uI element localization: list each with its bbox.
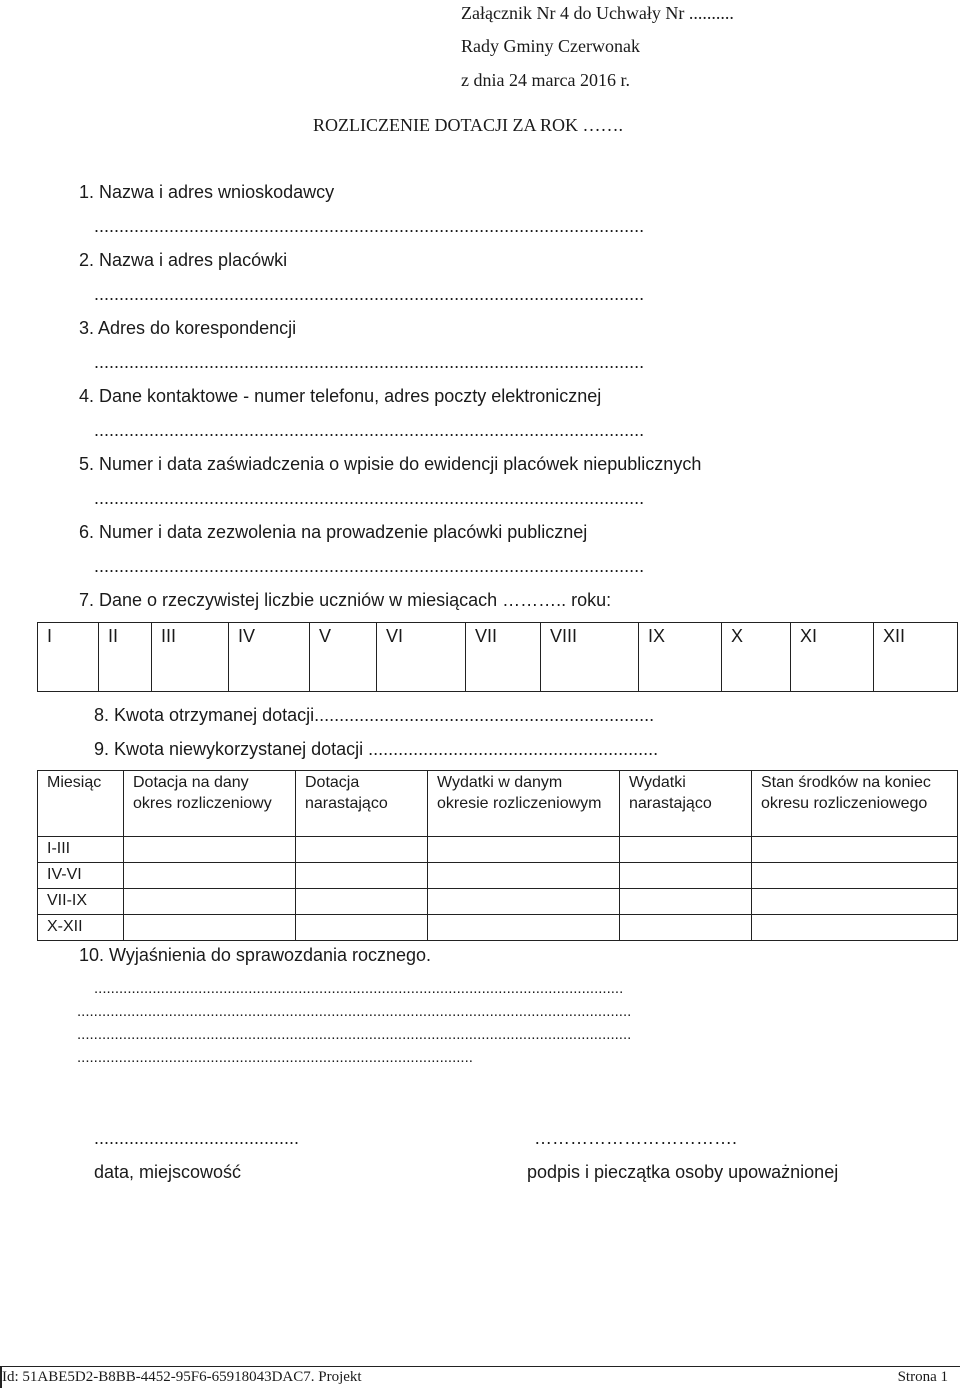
month-cell[interactable]: I: [38, 623, 99, 692]
value-cell[interactable]: [428, 915, 620, 941]
table-row: [38, 915, 958, 941]
row-label: X-XII: [38, 915, 124, 941]
item-student-count: 7. Dane o rzeczywistej liczbie uczniów w miesiącach ……….. roku:: [79, 590, 612, 610]
council-name: Rady Gminy Czerwonak: [461, 36, 640, 56]
fill-line-certificate[interactable]: ..............................................................................................................: [94, 488, 645, 508]
value-cell[interactable]: [428, 837, 620, 863]
row-label: I-III: [38, 837, 124, 863]
fill-line-explanation-4[interactable]: ...............................................................................................: [77, 1049, 473, 1066]
value-cell[interactable]: [752, 915, 958, 941]
table-row: [38, 889, 958, 915]
table-row: [38, 837, 958, 863]
fill-line-contact[interactable]: ..............................................................................................................: [94, 420, 645, 440]
value-cell[interactable]: [296, 863, 428, 889]
header-period-expenses: Wydatki w danym okresie rozliczeniowym: [428, 771, 620, 837]
table-row: [38, 863, 958, 889]
month-cell[interactable]: VI: [377, 623, 466, 692]
item-registration-certificate: 5. Numer i data zaświadczenia o wpisie do ewidencji placówek niepublicznych: [79, 454, 702, 474]
header-cumulative-expenses: Wydatki narastająco: [620, 771, 752, 837]
settlement-table: [37, 770, 958, 941]
value-cell[interactable]: [124, 863, 296, 889]
fill-line-correspondence[interactable]: ..............................................................................................................: [94, 352, 645, 372]
document-id: Id: 51ABE5D2-B8BB-4452-95F6-65918043DAC7. Projekt: [2, 1369, 362, 1385]
header-end-balance: Stan środków na koniec okresu rozliczeniowego: [752, 771, 958, 837]
month-cell[interactable]: VIII: [541, 623, 639, 692]
months-header-row: [38, 623, 958, 692]
item-correspondence-address: 3. Adres do korespondencji: [79, 318, 297, 338]
fill-line-applicant[interactable]: ..............................................................................................................: [94, 216, 645, 236]
month-cell[interactable]: IX: [639, 623, 722, 692]
month-cell[interactable]: IV: [229, 623, 310, 692]
value-cell[interactable]: [620, 837, 752, 863]
item-received-grant: 8. Kwota otrzymanej dotacji....................................................................: [94, 705, 655, 725]
date-place-label: data, miejscowość: [94, 1162, 242, 1182]
fill-line-explanation-3[interactable]: .....................................................................................................................................: [77, 1026, 632, 1043]
header-cumulative-grant: Dotacja narastająco: [296, 771, 428, 837]
settlement-header-row: [38, 771, 958, 837]
month-cell[interactable]: V: [310, 623, 377, 692]
header-period-grant: Dotacja na dany okres rozliczeniowy: [124, 771, 296, 837]
value-cell[interactable]: [296, 889, 428, 915]
value-cell[interactable]: [620, 889, 752, 915]
month-cell[interactable]: X: [722, 623, 791, 692]
item-unused-grant: 9. Kwota niewykorzystanej dotacji ..........................................................: [94, 739, 659, 759]
item-explanations: 10. Wyjaśnienia do sprawozdania rocznego.: [79, 945, 432, 965]
page-footer: [0, 1366, 960, 1387]
month-cell[interactable]: VII: [466, 623, 541, 692]
document-title: ROZLICZENIE DOTACJI ZA ROK …….: [313, 115, 624, 135]
value-cell[interactable]: [124, 915, 296, 941]
value-cell[interactable]: [620, 915, 752, 941]
value-cell[interactable]: [296, 837, 428, 863]
fill-line-permit[interactable]: ..............................................................................................................: [94, 556, 645, 576]
value-cell[interactable]: [428, 863, 620, 889]
month-cell[interactable]: XII: [874, 623, 958, 692]
months-table: [37, 622, 958, 692]
value-cell[interactable]: [124, 889, 296, 915]
annex-reference: Załącznik Nr 4 do Uchwały Nr ..........: [461, 3, 734, 23]
month-cell[interactable]: III: [152, 623, 229, 692]
item-permit: 6. Numer i data zezwolenia na prowadzenie placówki publicznej: [79, 522, 588, 542]
item-contact-details: 4. Dane kontaktowe - numer telefonu, adres poczty elektronicznej: [79, 386, 602, 406]
value-cell[interactable]: [296, 915, 428, 941]
fill-line-explanation-2[interactable]: .....................................................................................................................................: [77, 1003, 632, 1020]
month-cell[interactable]: II: [99, 623, 152, 692]
value-cell[interactable]: [752, 863, 958, 889]
signature-fill-line[interactable]: …………………………….: [534, 1128, 738, 1148]
row-label: VII-IX: [38, 889, 124, 915]
fill-line-facility[interactable]: ..............................................................................................................: [94, 284, 645, 304]
row-label: IV-VI: [38, 863, 124, 889]
date-place-fill-line[interactable]: .........................................: [94, 1128, 300, 1148]
fill-line-explanation-1[interactable]: ...............................................................................................................................: [94, 980, 624, 997]
resolution-date: z dnia 24 marca 2016 r.: [461, 70, 630, 90]
month-cell[interactable]: XI: [791, 623, 874, 692]
value-cell[interactable]: [752, 837, 958, 863]
value-cell[interactable]: [620, 863, 752, 889]
value-cell[interactable]: [428, 889, 620, 915]
item-facility-name: 2. Nazwa i adres placówki: [79, 250, 288, 270]
signature-label: podpis i pieczątka osoby upoważnionej: [527, 1162, 839, 1182]
page-number: Strona 1: [897, 1369, 948, 1385]
value-cell[interactable]: [752, 889, 958, 915]
item-applicant-name: 1. Nazwa i adres wnioskodawcy: [79, 182, 335, 202]
header-month: Miesiąc: [38, 771, 124, 837]
value-cell[interactable]: [124, 837, 296, 863]
